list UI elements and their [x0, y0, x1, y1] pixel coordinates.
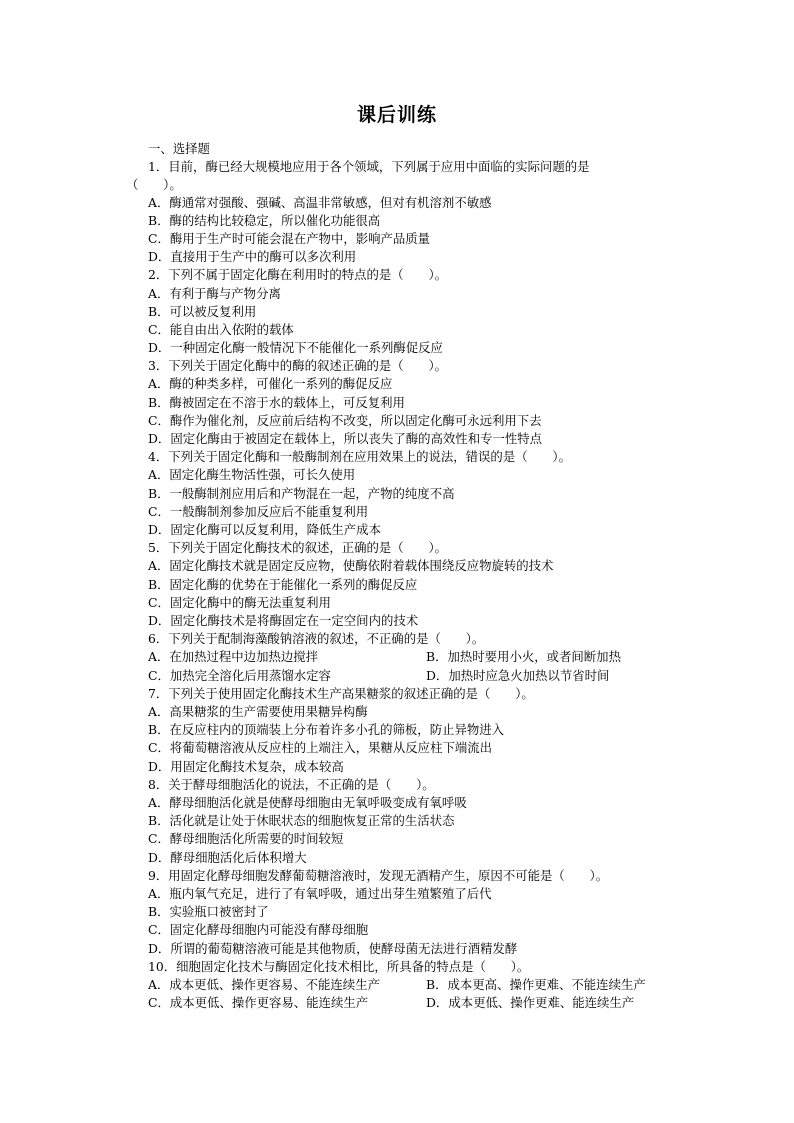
q2-option-d: D．一种固定化酶一般情况下不能催化一系列酶促反应	[148, 340, 443, 355]
q7-option-d: D．用固定化酶技术复杂，成本较高	[148, 759, 344, 774]
q3-option-d: D．固定化酶由于被固定在载体上，所以丧失了酶的高效性和专一性特点	[148, 431, 543, 446]
q10-option-d: D．成本更低、操作更难、能连续生产	[426, 995, 635, 1010]
q7-option-a: A．高果糖浆的生产需要使用果糖异构酶	[148, 704, 368, 719]
q3-option-a: A．酶的种类多样，可催化一系列的酶促反应	[148, 376, 393, 391]
q8-option-b: B．活化就是让处于休眠状态的细胞恢复正常的生活状态	[148, 813, 455, 828]
q2-option-b: B．可以被反复利用	[148, 304, 257, 319]
q6-option-b: B．加热时要用小火，或者间断加热	[426, 649, 621, 664]
q2-option-c: C．能自由出入依附的载体	[148, 322, 294, 337]
q6-option-a: A．在加热过程中边加热边搅拌	[148, 649, 319, 664]
q10-option-c: C．成本更低、操作更容易、能连续生产	[148, 995, 369, 1010]
q5-stem: 5．下列关于固定化酶技术的叙述，正确的是（ ）。	[148, 540, 448, 555]
q2-option-a: A．有利于酶与产物分离	[148, 286, 281, 301]
q6-option-d: D．加热时应急火加热以节省时间	[426, 668, 610, 683]
q10-option-a: A．成本更低、操作更容易、不能连续生产	[148, 977, 380, 992]
q1-option-a: A．酶通常对强酸、强碱、高温非常敏感，但对有机溶剂不敏感	[148, 195, 492, 210]
q3-option-b: B．酶被固定在不溶于水的载体上，可反复利用	[148, 395, 405, 410]
q9-option-a: A．瓶内氧气充足，进行了有氧呼吸，通过出芽生殖繁殖了后代	[148, 886, 492, 901]
q6-options-row-1	[148, 648, 748, 666]
q10-options-row-1	[148, 976, 748, 994]
q8-option-a: A．酵母细胞活化就是使酵母细胞由无氧呼吸变成有氧呼吸	[148, 795, 467, 810]
q5-option-b: B．固定化酶的优势在于能催化一系列的酶促反应	[148, 577, 418, 592]
q3-stem: 3．下列关于固定化酶中的酶的叙述正确的是（ ）。	[148, 358, 448, 373]
q7-stem: 7．下列关于使用固定化酶技术生产高果糖浆的叙述正确的是（ ）。	[148, 686, 534, 701]
q10-options-row-2	[148, 994, 748, 1012]
q9-stem: 9．用固定化酵母细胞发酵葡萄糖溶液时，发现无酒精产生，原因不可能是（ ）。	[148, 868, 609, 883]
q4-option-a: A．固定化酶生物活性强，可长久使用	[148, 467, 356, 482]
section-heading: 一、选择题	[148, 141, 210, 156]
q4-option-c: C．一般酶制剂参加反应后不能重复利用	[148, 504, 369, 519]
q6-options-row-2	[148, 667, 748, 685]
q9-option-d: D．所谓的葡萄糖溶液可能是其他物质，使酵母菌无法进行酒精发酵	[148, 941, 518, 956]
q8-option-c: C．酵母细胞活化所需要的时间较短	[148, 831, 344, 846]
q4-option-b: B．一般酶制剂应用后和产物混在一起，产物的纯度不高	[148, 486, 455, 501]
page-title: 课后训练	[356, 104, 437, 126]
q1-option-c: C．酶用于生产时可能会混在产物中，影响产品质量	[148, 231, 431, 246]
q5-option-c: C．固定化酶中的酶无法重复利用	[148, 595, 331, 610]
q9-option-b: B．实验瓶口被密封了	[148, 904, 269, 919]
q7-option-b: B．在反应柱内的顶端装上分布着许多小孔的筛板，防止异物进入	[148, 722, 505, 737]
q5-option-a: A．固定化酶技术就是固定反应物，使酶依附着载体围绕反应物旋转的技术	[148, 558, 554, 573]
q6-stem: 6．下列关于配制海藻酸钠溶液的叙述，不正确的是（ ）。	[148, 631, 485, 646]
q4-option-d: D．固定化酶可以反复利用，降低生产成本	[148, 522, 381, 537]
q9-option-c: C．固定化酵母细胞内可能没有酵母细胞	[148, 922, 369, 937]
q1-stem-cont: （ ）。	[126, 177, 182, 192]
q4-stem: 4．下列关于固定化酶和一般酶制剂在应用效果上的说法，错误的是（ ）。	[148, 449, 571, 464]
q6-option-c: C．加热完全溶化后用蒸馏水定容	[148, 668, 331, 683]
q2-stem: 2．下列不属于固定化酶在利用时的特点的是（ ）。	[148, 267, 448, 282]
q1-stem: 1．目前，酶已经大规模地应用于各个领域，下列属于应用中面临的实际问题的是	[148, 159, 590, 174]
q1-option-b: B．酶的结构比较稳定，所以催化功能很高	[148, 213, 381, 228]
q8-stem: 8．关于酵母细胞活化的说法，不正确的是（ ）。	[148, 777, 435, 792]
q10-stem: 10．细胞固定化技术与酶固定化技术相比，所具备的特点是（ ）。	[148, 959, 530, 974]
q10-option-b: B．成本更高、操作更难、不能连续生产	[426, 977, 646, 992]
q5-option-d: D．固定化酶技术是将酶固定在一定空间内的技术	[148, 613, 419, 628]
q3-option-c: C．酶作为催化剂，反应前后结构不改变，所以固定化酶可永远利用下去	[148, 413, 542, 428]
q8-option-d: D．酵母细胞活化后体积增大	[148, 850, 307, 865]
q1-option-d: D．直接用于生产中的酶可以多次利用	[148, 249, 357, 264]
q7-option-c: C．将葡萄糖溶液从反应柱的上端注入，果糖从反应柱下端流出	[148, 740, 493, 755]
